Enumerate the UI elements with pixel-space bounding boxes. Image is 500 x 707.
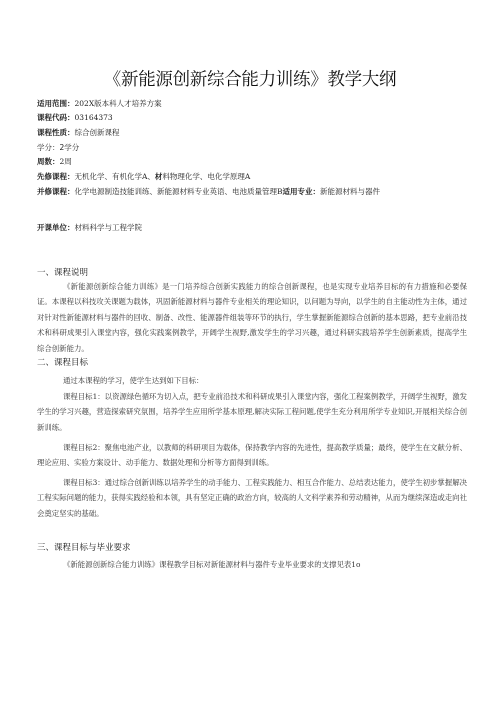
meta-credits: 学分：2学分 <box>37 143 80 152</box>
meta-major-label: 适用专业： <box>282 187 321 196</box>
section-2-intro: 通过本课程的学习，使学生达到如下目标： <box>63 376 204 385</box>
meta-code-label: 课程代码： <box>37 113 75 122</box>
meta-scope <box>37 97 467 110</box>
meta-nature-label: 课程性质： <box>37 128 75 137</box>
meta-major-value: 新能源材料与器件 <box>320 187 381 196</box>
course-goal-3: 课程目标3：通过综合创新训练以培养学生的动手能力、工程实践能力、相互合作能力、总结表达能力，使学生初步掌握解决工程实际问题的能力，获得实践经验和本领，具有坚定正确的政治方向，较高的人文科学素养和劳动精神，从而为继续深造或走向社会奠定坚实的基础。 <box>37 478 467 518</box>
meta-nature-value: 综合创新课程 <box>74 128 120 137</box>
section-heading-3: 三、课程目标与毕业要求 <box>37 543 131 553</box>
meta-parallel <box>37 184 467 199</box>
meta-weeks-value: 2周 <box>59 157 72 166</box>
meta-code-value: 03164373 <box>74 113 113 122</box>
meta-dept-label: 开课单位： <box>37 223 75 232</box>
meta-prereq-label-2: 材 <box>154 172 163 181</box>
meta-nature <box>37 126 467 139</box>
meta-prereq-value-2: 料物理化学、电化学原理A <box>162 172 251 181</box>
meta-weeks-label: 周数： <box>37 157 60 166</box>
meta-dept-value: 材料科学与工程学院 <box>74 223 142 232</box>
meta-scope-value: 202X版本科人才培养方案 <box>74 99 162 108</box>
section-heading-2: 二、课程目标 <box>37 358 89 368</box>
meta-parallel-label: 并修课程： <box>37 187 75 196</box>
meta-weeks <box>37 155 467 168</box>
meta-scope-label: 适用范围： <box>37 99 75 108</box>
course-goal-2: 课程目标2：聚焦电池产业，以教师的科研项目为载体，保持教学内容的先进性，提高教学质量；最终，使学生在文献分析、理论应用、实验方案设计、动手能力、数据处理和分析等方面得到训练。 <box>37 443 467 468</box>
meta-prereq-label: 先修课程： <box>37 172 75 181</box>
meta-code <box>37 111 467 124</box>
section-1-body: 《新能源创新综合能力训练》是一门培养综合创新实践能力的综合创新课程，也是实现专业培养目标的有力措施和必要保证。本课程以科技攻关课题为载体，巩固新能源材料与器件专业相关的理论知识，以问题为导向，以学生的自主能动性为主体，通过对针对性新能源材料与器件的回收、制备、改性、能源器件组装等环节的执行，学生掌握新能源综合创新的基本思路，把专业前沿技术和科研成果引入课堂内容，强化实践案例教学，开阔学生视野,激发学生的学习兴趣，通过科研实践培养学生创新素质，提高学生综合创新能力。 <box>37 282 467 353</box>
section-3-body: 《新能源创新综合能力训练》课程教学目标对新能源材料与器件专业毕业要求的支撑见表1o <box>63 560 361 569</box>
meta-department <box>37 221 467 234</box>
section-heading-1: 一、课程说明 <box>37 268 89 278</box>
course-goal-1: 课程目标1：以资源绿色循环为切入点，把专业前沿技术和科研成果引入课堂内容，强化工程案例教学，开阔学生视野，激发学生的学习兴趣，营造探索研究氛围，培养学生应用所学基本原理,解决实际工程问题,使学生充分利用所学专业知识,开展相关综合创新训练。 <box>37 392 467 432</box>
document-title: 《新能源创新综合能力训练》教学大纲 <box>103 70 397 90</box>
meta-parallel-value: 化学电源制造技能训练、新能源材料专业英语、电池质量管理B <box>74 187 283 196</box>
meta-prerequisites <box>37 170 467 183</box>
meta-prereq-value-1: 无机化学、有机化学A、 <box>74 172 155 181</box>
